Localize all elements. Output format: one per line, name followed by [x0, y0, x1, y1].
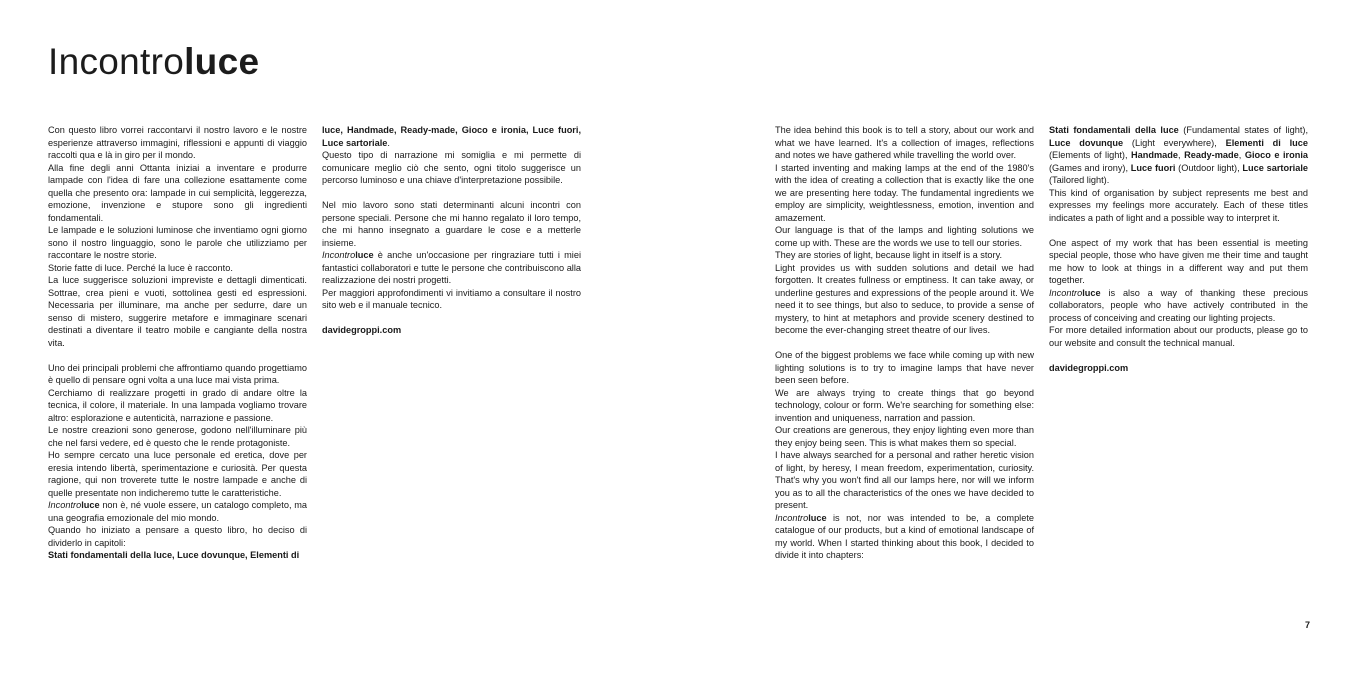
english-text-column-2 — [1049, 124, 1308, 374]
paragraph: We are always trying to create things that go beyond technology, colour or form. We're searching for something else: invention and uniqueness, narration and passion. — [775, 387, 1034, 423]
italian-text-column-1 — [48, 124, 307, 562]
chapter-list: Stati fondamentali della luce, Luce dovunque, Elementi di — [48, 550, 300, 560]
brand-name-bold: luce — [808, 512, 827, 523]
paragraph: Incontroluce is also a way of thanking these precious collaborators, people who have actively contributed in the process of conceiving and creating our lighting projects. — [1049, 287, 1308, 323]
english-text-column-1 — [775, 124, 1034, 562]
brand-name-bold: luce — [81, 500, 100, 510]
brand-name-italic: Incontro — [1049, 287, 1083, 298]
brand-name-bold: luce — [355, 250, 374, 260]
paragraph: The idea behind this book is to tell a story, about our work and what we have learned. It's a collection of images, reflections and notes we have gathered while travelling the world over. — [775, 125, 1034, 160]
website-link[interactable]: davidegroppi.com — [1049, 362, 1129, 373]
paragraph: They are stories of light, because light in itself is a story. — [775, 250, 1003, 260]
paragraph: Alla fine degli anni Ottanta iniziai a inventare e produrre lampade con l'idea di fare una collezione esattamente come quella che presento ora: lampade in cui semplicità, leggerezza, emozione, invenzione e stupore sono gli ingredienti fondamentali. — [48, 162, 307, 223]
paragraph: Our creations are generous, they enjoy lighting even more than they enjoy being seen. This is what makes them so special. — [775, 425, 1034, 448]
title-light-part: Incontro — [48, 41, 185, 82]
brand-name-italic: Incontro — [322, 250, 356, 260]
chapter-list: luce, Handmade, Ready-made, Gioco e ironia, Luce fuori, Luce sartoriale — [322, 125, 581, 148]
book-title — [48, 38, 259, 86]
paragraph: Ho sempre cercato una luce personale ed eretica, dove per eresia intendo libertà, sperimentazione e curiosità. Per questa ragione, qui non troverete tutte le nostre lampade e anche di quelle presentate non indicheremo tutte le caratteristiche. — [48, 450, 307, 498]
paragraph: Con questo libro vorrei raccontarvi il nostro lavoro e le nostre esperienze attraverso immagini, riflessioni e appunti di viaggio raccolti qua e là in giro per il mondo. — [48, 125, 307, 160]
paragraph: Our language is that of the lamps and lighting solutions we come up with. These are the words we use to tell our stories. — [775, 225, 1034, 248]
paragraph: Storie fatte di luce. Perché la luce è racconto. — [48, 262, 233, 273]
paragraph: Cerchiamo di realizzare progetti in grado di andare oltre la tecnica, il colore, il materiale. In una lampada vogliamo trovare altro: esplorazione e autenticità, narrazione e passione. — [48, 387, 307, 423]
brand-name-italic: Incontro — [48, 500, 82, 510]
paragraph: luce, Handmade, Ready-made, Gioco e ironia, Luce fuori, Luce sartoriale. — [322, 125, 581, 148]
brand-name-bold: luce — [1082, 287, 1101, 298]
paragraph: One of the biggest problems we face while coming up with new lighting solutions is to try to imagine lamps that have never been seen before. — [775, 350, 1034, 385]
paragraph: Per maggiori approfondimenti vi invitiamo a consultare il nostro sito web e il manuale tecnico. — [322, 287, 581, 310]
italian-text-column-2 — [322, 124, 581, 337]
website-link[interactable]: davidegroppi.com — [322, 325, 402, 335]
paragraph: Nel mio lavoro sono stati determinanti alcuni incontri con persone speciali. Persone che mi hanno regalato il loro tempo, che mi hanno insegnato a guardare le cose e a metterle insieme. — [322, 200, 581, 248]
paragraph: I have always searched for a personal and rather heretic vision of light, by heresy, I mean freedom, experimentation, curiosity. That's why you won't find all our lamps here, nor will we inform you as to all the characteristics of the ones we have decided to present. — [775, 450, 1034, 510]
paragraph: I started inventing and making lamps at the end of the 1980's with the idea of creating a collection that is exactly like the one we are presenting here today. The fundamental ingredients we employ are simplicity, weightlessness, emotion, invention and amazement. — [775, 162, 1034, 223]
page-number: 7 — [1304, 620, 1310, 630]
paragraph: Quando ho iniziato a pensare a questo libro, ho deciso di dividerlo in capitoli: — [48, 525, 307, 548]
paragraph: This kind of organisation by subject represents me best and expresses my feelings more accurately. Each of these titles indicates a path of light and a possible way to interpret it. — [1049, 187, 1308, 223]
paragraph: La luce suggerisce soluzioni impreviste e dettagli dimenticati. Sottrae, crea pieni e vuoti, sottolinea gesti ed espressioni. Necessaria per illuminare, ma anche per sedurre, dare un senso di mistero, suggerire metafore e immaginare scenari destinati a diventare il teatro mobile e cangiante della nostra vita. — [48, 275, 307, 348]
paragraph: Incontroluce non è, né vuole essere, un catalogo completo, ma una geografia emozionale del mio mondo. — [48, 500, 307, 523]
title-bold-part: luce — [184, 41, 260, 82]
paragraph: Incontroluce is not, nor was intended to be, a complete catalogue of our products, but a kind of emotional landscape of my world. When I started thinking about this book, I decided to divide it into chapters: — [775, 512, 1034, 560]
paragraph: Light provides us with sudden solutions and detail we had forgotten. It creates fullness or emptiness. It can take away, or underline gestures and expressions of the people around it. We need it to see things, but also to seduce, to provide a sense of mystery, to hint at metaphors and provide scenery destined to become the ever-changing street theatre of our lives. — [775, 262, 1034, 335]
paragraph: One aspect of my work that has been essential is meeting special people, those who have given me their time and taught me how to look at things in a different way and put them together. — [1049, 237, 1308, 285]
paragraph: Le nostre creazioni sono generose, godono nell'illuminare più che nel farsi vedere, ed è questo che le rende protagoniste. — [48, 425, 307, 448]
chapter-paragraph: Stati fondamentali della luce (Fundamental states of light), Luce dovunque (Light everywhere), Elementi di luce (Elements of light), Handmade, Ready-made, Gioco e ironia (Games and irony), Luce fuori (Outdoor light), Luce sartoriale (Tailored light). — [1049, 125, 1309, 185]
brand-name-italic: Incontro — [775, 512, 809, 523]
paragraph: Questo tipo di narrazione mi somiglia e mi permette di comunicare meglio ciò che sento, ogni titolo suggerisce un percorso luminoso e una chiave d'interpretazione possibile. — [322, 150, 581, 185]
paragraph: Incontroluce è anche un'occasione per ringraziare tutti i miei fantastici collaboratori e tutte le persone che contribuiscono alla realizzazione dei nostri progetti. — [322, 250, 581, 285]
paragraph: For more detailed information about our products, please go to our website and consult the technical manual. — [1049, 325, 1308, 348]
paragraph — [48, 549, 307, 562]
paragraph: Uno dei principali problemi che affrontiamo quando progettiamo è quello di pensare ogni volta a una luce mai vista prima. — [48, 362, 307, 385]
paragraph: Le lampade e le soluzioni luminose che inventiamo ogni giorno sono il nostro linguaggio, sono le parole che utilizziamo per raccontare le nostre storie. — [48, 225, 307, 260]
